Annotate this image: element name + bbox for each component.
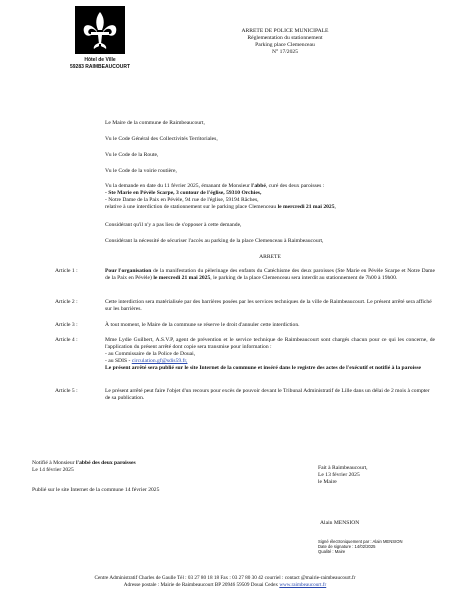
fleur-de-lis-icon: [75, 6, 125, 54]
document-subtitle: Parking place Clemenceau: [255, 42, 315, 48]
request-line: - Notre Dame de la Paix en Pévèle, 94 rue de l'église, 59194 Râches,: [105, 197, 259, 203]
document-number: N° 17/2025: [271, 49, 298, 55]
article-3-text: À tout moment, le Maire de la commune se réserve le droit d'annuler cette interdiction.: [105, 322, 300, 328]
request-line: - Ste Marie en Pévèle Scarpe, 3 contour de l'église, 59310 Orchies,: [105, 190, 262, 196]
town-logo: [75, 6, 125, 54]
signature-place-date: Fait à Raimbeaucourt, Le 13 février 2025 le Maire: [318, 465, 368, 485]
request-block: [105, 183, 435, 211]
town-hall-label: Hôtel de Ville: [84, 57, 116, 63]
article-2-text: Cette interdiction sera matérialisée par des barrières posées par les services techniques de la ville de Raimbeaucourt. Le présent arrêté sera affiché sur les barrières.: [105, 299, 432, 312]
footer: Centre Administratif Charles de Gaulle Tél : 03 27 80 18 18 Fax : 03 27 80 30 42 courriel : contact @mairie-raimbeaucourt.fr Adresse postale : Mairie de Raimbeaucourt BP 20946 59509 Douai Cedex www.raimbeaucourt.fr: [94, 575, 356, 588]
request-line: Vu la demande en date du 11 février 2025, émanant de Monsieur l'abbé, curé des deux paroisses :: [105, 183, 325, 189]
request-line: relative à une interdiction de stationnement sur le parking place Clemenceau le mercredi 21 mai 2025,: [105, 204, 336, 210]
document-subtitle: Réglementation du stationnement: [247, 35, 323, 41]
title-block: [215, 28, 355, 56]
article-1-label: Article 1 :: [55, 268, 78, 274]
article-4-text: Mme Lydie Guilbert, A.S.V.P, agent de prévention et le service technique de Raimbeaucourt sont chargés chacun pour ce qui les concerne, de l'application du présent arrêté dont copie sera transmise pour information : - au Commissaire de la Police de Douai, - au SDIS - circulation.gf@sdis59.fr, Le présent arrêté sera publié sur le site Internet de la commune et inséré dans le registre des actes de l'exécutif et notifié à la paroisse: [105, 337, 435, 371]
article-2-label: Article 2 :: [55, 299, 78, 305]
article-3-label: Article 3 :: [55, 322, 78, 328]
notification-block: Notifié à Monsieur l'abbé des deux paroisses Le 14 février 2025: [32, 460, 136, 473]
website-link[interactable]: www.raimbeaucourt.fr: [279, 582, 327, 588]
preamble-line: Le Maire de la commune de Raimbeaucourt,: [105, 120, 205, 126]
considerants: [105, 222, 435, 245]
document-title: ARRETE DE POLICE MUNICIPALE: [241, 28, 329, 34]
article-5-label: Article 5 :: [55, 388, 78, 394]
article-4-label: Article 4 :: [55, 337, 78, 343]
preamble-line: Vu le Code de la Route,: [105, 152, 159, 158]
preamble-line: Vu le Code de la voirie routière,: [105, 168, 177, 174]
town-address: 59283 RAIMBEAUCOURT: [69, 64, 130, 70]
signatory-name: Alain MENSION: [320, 520, 360, 526]
publication-line: Publié sur le site Internet de la commune 14 février 2025: [32, 487, 160, 493]
considerant-line: Considérant la nécessité de sécuriser l'accès au parking de la place Clemenceau à Raimbeaucourt,: [105, 238, 324, 244]
article-5-text: Le présent arrêté peut faire l'objet d'un recours pour excès de pouvoir devant le Tribunal Administratif de Lille dans un délai de 2 mois à compter de sa publication.: [105, 388, 430, 401]
electronic-signature: Signé électroniquement par : Alain MENSION Date de signature : 14/02/2025 Qualité : Maire: [318, 539, 403, 554]
preamble-line: Vu le Code Général des Collectivités Territoriales,: [105, 136, 218, 142]
considerant-line: Considérant qu'il n'y a pas lieu de s'opposer à cette demande,: [105, 222, 242, 228]
sdis-email-link[interactable]: circulation.gf@sdis59.fr,: [131, 358, 188, 364]
preamble: [105, 120, 435, 175]
arrete-heading: ARRETE: [259, 254, 281, 260]
article-1-text: Pour l'organisation de la manifestation du pèlerinage des enfants du Catéchisme des deux paroisses (Ste Marie en Pévèle Scarpe et Notre Dame de la Paix en Pévèle) le mercredi 21 mai 2025, le parking de la place Clemenceau sera interdit au stationnement de 7h00 à 19h00.: [105, 268, 435, 281]
